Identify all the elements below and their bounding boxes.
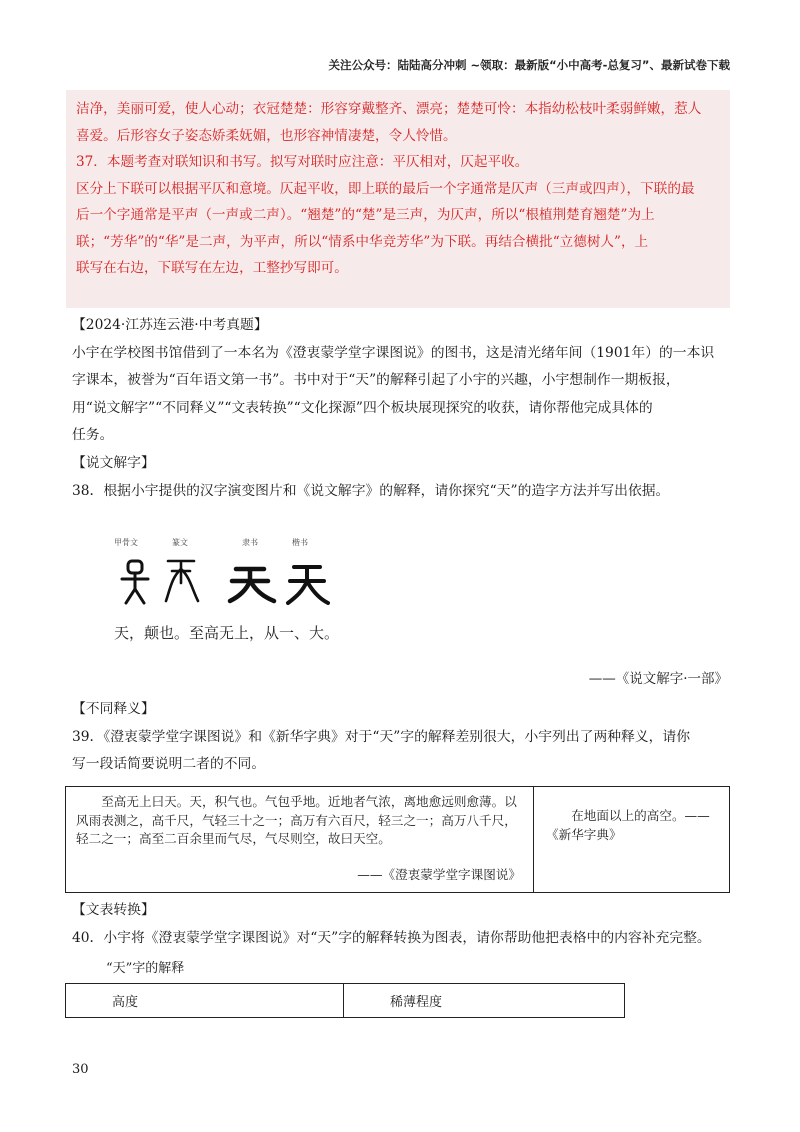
regular-tian-glyph: [288, 567, 328, 603]
section-title-conversion: 【文表转换】: [72, 902, 155, 918]
answer-line: 区分上下联可以根据平仄和意境。仄起平收，即上联的最后一个字通常是仄声（三声或四声），下联的最: [76, 180, 695, 197]
answer-line: 喜爱。后形容女子姿态娇柔妩媚，也形容神情凄楚，令人怜惜。: [76, 127, 457, 144]
character-evolution-figure: [108, 537, 368, 607]
table-header-height: 高度: [66, 984, 344, 1018]
answer-line: 洁净，美丽可爱，使人心动；衣冠楚楚：形容穿戴整齐、漂亮；楚楚可怜：本指幼松枝叶柔弱鲜嫩，惹人: [76, 101, 702, 117]
script-label-regular: 楷书: [292, 538, 308, 547]
oracle-tian-glyph: [122, 561, 148, 603]
answer-line: 后一个字通常是平声（一声或二声）。“翘楚”的“楚”是三声，为仄声，所以“根植荆楚育翘楚”为上: [76, 207, 655, 223]
section-title-shuowen: 【说文解字】: [72, 454, 155, 471]
question-39-line: 写一段话简要说明二者的不同。: [72, 756, 266, 773]
shuowen-quote: 天，颠也。至高无上，从一、大。: [114, 624, 340, 642]
seal-tian-glyph: [166, 561, 198, 601]
definition-comparison-table: [65, 786, 730, 893]
script-label-clerical: 隶书: [242, 538, 258, 547]
source-tag: 【2024·江苏连云港·中考真题】: [72, 317, 268, 333]
question-intro: [72, 312, 732, 505]
table-header-thinness: 稀薄程度: [344, 984, 625, 1018]
section-different-meanings: [72, 696, 732, 779]
chengzhong-definition-text: 至高无上曰天。天，积气也。气包乎地。近地者气浓，离地愈远则愈薄。以风雨表测之，高千尺，气轻三十之一；高万有六百尺，轻三之一；高万八千尺，轻二之一；高至二百余里而气尽，气尽则空，故曰天空。: [76, 794, 517, 846]
page-header: 关注公众号：陆陆高分冲刺 ~领取：最新版“小中高考-总复习”、最新试卷下载: [328, 58, 730, 72]
answer-line: 联；“芳华”的“华”是二声，为平声，所以“情系中华竞芳华”为下联。再结合横批“立德树人”，上: [76, 233, 649, 250]
question-38: 38．根据小宇提供的汉字演变图片和《说文解字》的解释，请你探究“天”的造字方法并写出依据。: [72, 482, 670, 499]
tian-glyphs: [108, 537, 368, 607]
xinhua-definition-text: 在地面以上的高空。——《新华字典》: [546, 808, 710, 842]
script-label-seal: 篆文: [172, 538, 188, 547]
clerical-tian-glyph: [230, 569, 274, 601]
intro-line: 小宇在学校图书馆借到了一本名为《澄衷蒙学堂字课图说》的图书，这是清光绪年间（1901年）的一本识: [72, 344, 715, 361]
question-40: 40．小宇将《澄衷蒙学堂字课图说》对“天”字的解释转换为图表，请你帮助他把表格中的内容补充完整。: [72, 929, 711, 946]
script-label-oracle: 甲骨文: [114, 538, 138, 547]
answer-line: 联写在右边，下联写在左边，工整抄写即可。: [76, 260, 348, 276]
section-text-to-table: [72, 897, 742, 952]
answer-line: 37．本题考查对联知识和书写。拟写对联时应注意：平仄相对，仄起平收。: [76, 154, 529, 170]
answer-explanation: [66, 90, 730, 308]
section-title-meanings: 【不同释义】: [72, 701, 155, 717]
chengzhong-definition-cell: [66, 787, 534, 893]
shuowen-quote-source: ——《说文解字·一部》: [588, 671, 728, 687]
intro-line: 任务。: [72, 427, 114, 444]
tian-explanation-table: [65, 983, 625, 1018]
chengzhong-definition-source: ——《澄衷蒙学堂字课图说》: [357, 866, 521, 882]
intro-line: 字课本，被誉为“百年语文第一书”。书中对于“天”的解释引起了小宇的兴趣，小宇想制作一期板报，: [72, 372, 680, 389]
table-caption: “天”字的解释: [106, 961, 185, 976]
question-39-line: 39．《澄衷蒙学堂字课图说》和《新华字典》对于“天”字的解释差别很大，小宇列出了两种释义，请你: [72, 728, 691, 745]
xinhua-definition-cell: [534, 787, 730, 893]
page-number: 30: [72, 1062, 89, 1077]
intro-line: 用“说文解字”“不同释义”“文表转换”“文化探源”四个板块展现探究的收获，请你帮他完成具体的: [72, 399, 653, 416]
